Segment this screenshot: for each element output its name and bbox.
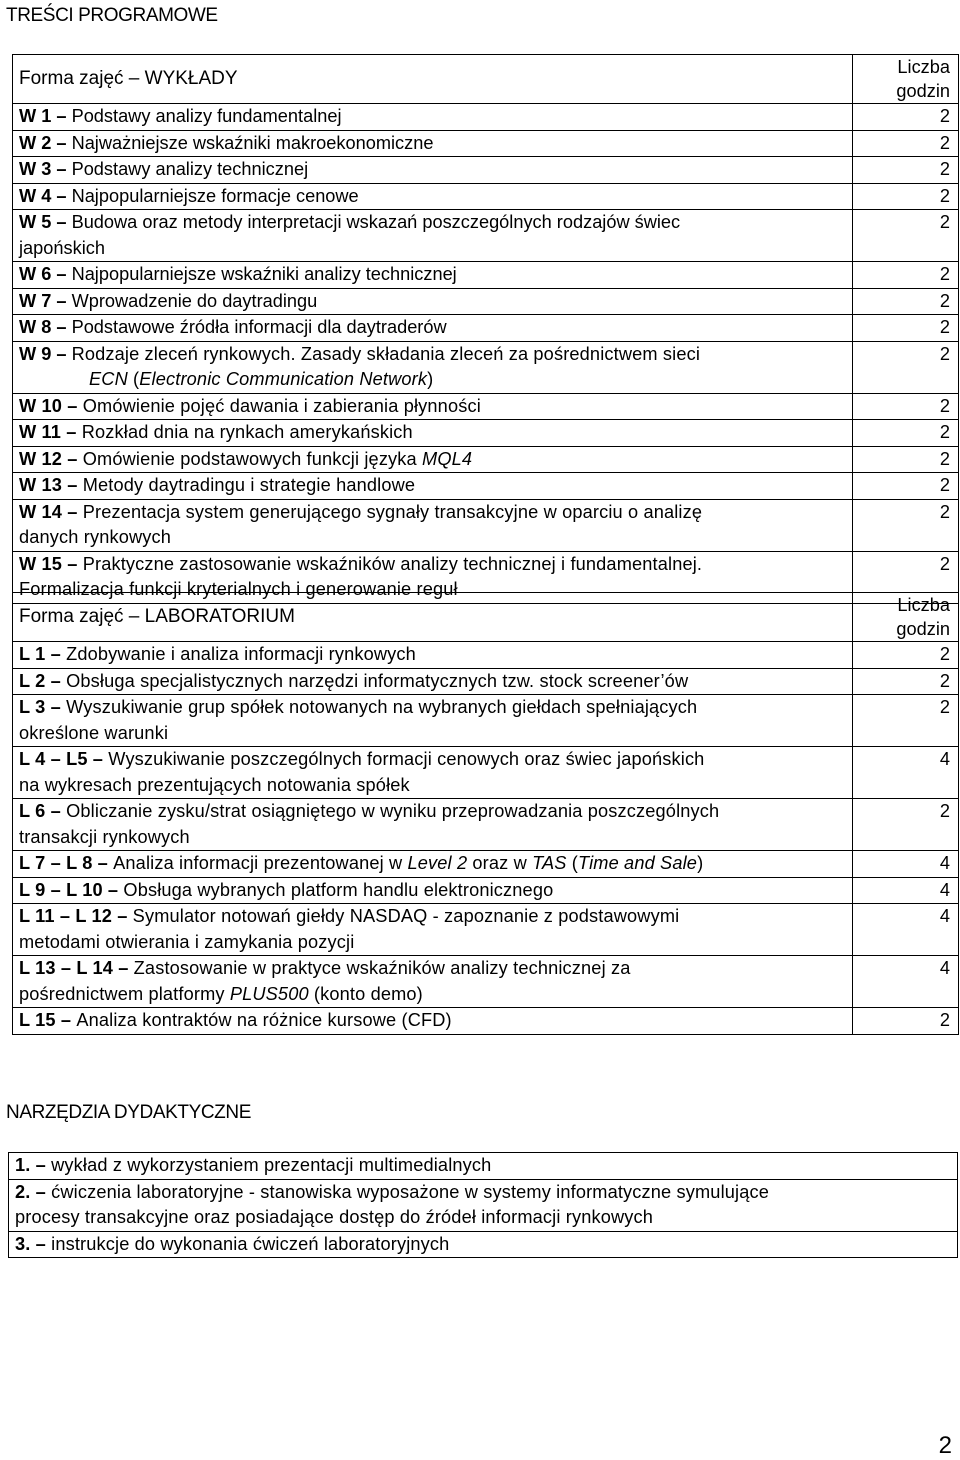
tool-text-cont: procesy transakcyjne oraz posiadające dostęp do źródeł informacji rynkowych [15,1207,654,1227]
table-row [13,956,959,1008]
row-topic [13,288,853,315]
text-tas: TAS [532,853,567,873]
row-code: W 6 – [19,264,72,284]
row-topic [13,130,853,157]
row-text: Najważniejsze wskaźniki makroekonomiczne [71,132,434,153]
row-hours: 2 [853,157,959,184]
table-row [13,499,959,551]
row-text-italic: MQL4 [422,448,473,469]
table-row [13,210,959,262]
table-row [13,695,959,747]
text-konto-demo: (konto demo) [308,983,423,1004]
row-text: Podstawy analizy technicznej [71,159,309,179]
row-code: L 15 – [19,1010,77,1030]
row-topic [13,262,853,289]
row-topic [13,695,853,747]
row-code: W 12 – [19,448,83,469]
row-hours: 2 [853,104,959,131]
table-row [13,315,959,342]
row-text: Analiza informacji prezentowanej w [113,853,408,873]
row-code: W 7 – [19,290,72,311]
row-hours: 4 [853,747,959,799]
row-topic [13,668,853,695]
row-code: L 9 – L 10 – [19,879,124,900]
row-code: L 1 – [19,644,67,664]
text-paren-close: ) [697,853,704,873]
row-text: Zastosowanie w praktyce wskaźników analizy technicznej za [133,958,631,978]
text-paren-close: ) [427,369,434,389]
hours-header-line1: Liczba [897,595,950,615]
row-text-cont: na wykresach prezentujących notowania spółek [19,774,410,795]
row-code: W 13 – [19,475,83,495]
tool-text: ćwiczenia laboratoryjne - stanowiska wyposażone w systemy informatyczne symulujące [51,1181,769,1202]
row-hours: 4 [853,956,959,1008]
row-text: Budowa oraz metody interpretacji wskazań poszczególnych rodzajów świec [71,212,681,232]
row-text-cont: określone warunki [19,722,169,743]
row-topic [13,420,853,447]
row-hours: 2 [853,183,959,210]
row-text: Rodzaje zleceń rynkowych. Zasady składania zleceń za pośrednictwem sieci [71,343,701,364]
tool-item [9,1179,958,1231]
text-plus500: PLUS500 [229,983,309,1004]
row-hours: 2 [853,1008,959,1035]
row-topic [13,210,853,262]
row-text-cont: japońskich [19,237,105,258]
row-hours: 2 [853,446,959,473]
row-hours: 2 [853,262,959,289]
hours-header-line2: godzin [896,81,950,101]
list-item [9,1179,958,1231]
tool-num: 1. – [15,1155,52,1175]
row-code: W 15 – [19,553,83,574]
row-topic [13,446,853,473]
text-ecn-full: Electronic Communication Network [139,369,428,389]
row-hours: 2 [853,668,959,695]
list-item [9,1231,958,1258]
table-row [13,1008,959,1035]
row-text: Omówienie podstawowych funkcji języka [82,448,423,469]
row-hours: 2 [853,341,959,393]
row-hours: 4 [853,904,959,956]
row-topic [13,157,853,184]
table-row [13,183,959,210]
row-code: W 5 – [19,212,72,232]
table-row [13,799,959,851]
table-row [13,904,959,956]
table-row [13,420,959,447]
row-text-cont: transakcji rynkowych [19,826,190,847]
text-ecn: ECN [89,369,128,389]
text-paren-open: ( [127,369,140,389]
table-row [13,668,959,695]
row-text: Obsługa specjalistycznych narzędzi informatycznych tzw. stock screener’ów [66,670,689,691]
labs-header-row [13,593,959,642]
text-time-and-sale: Time and Sale [578,853,698,873]
row-hours: 2 [853,420,959,447]
row-text: Metody daytradingu i strategie handlowe [82,475,416,495]
row-topic [13,747,853,799]
row-topic [13,104,853,131]
text-level2: Level 2 [407,853,468,873]
table-row [13,262,959,289]
row-hours: 2 [853,799,959,851]
form-prefix: Forma zajęć – [19,68,145,90]
tool-text: wykład z wykorzystaniem prezentacji multimedialnych [51,1155,492,1175]
tools-table [8,1152,958,1258]
row-text: Zdobywanie i analiza informacji rynkowych [66,644,416,664]
row-text: Najpopularniejsze formacje cenowe [71,185,359,206]
row-hours: 2 [853,642,959,669]
row-hours: 2 [853,499,959,551]
table-row [13,157,959,184]
tool-num: 2. – [15,1181,52,1202]
row-text-cont: danych rynkowych [19,527,172,547]
row-text: Prezentacja system generującego sygnały transakcyjne w oparciu o analizę [82,501,703,522]
row-topic [13,499,853,551]
row-hours: 4 [853,851,959,878]
row-topic [13,183,853,210]
row-text: Obliczanie zysku/strat osiągniętego w wyniku przeprowadzania poszczególnych [66,801,720,821]
section-title-program-content: TREŚCI PROGRAMOWE [6,5,218,26]
row-topic [13,341,853,393]
row-code: W 2 – [19,132,72,153]
row-code: L 4 – L5 – [19,749,109,769]
row-topic [13,473,853,500]
row-code: W 11 – [19,422,82,442]
row-hours: 2 [853,288,959,315]
hours-header-line2: godzin [896,619,950,639]
page-number: 2 [938,1432,952,1459]
table-row [13,851,959,878]
lectures-header-row [13,55,959,104]
row-hours: 4 [853,877,959,904]
row-text: Podstawy analizy fundamentalnej [71,106,342,126]
row-text: Praktyczne zastosowanie wskaźników analizy technicznej i fundamentalnej. [82,553,703,574]
table-row [13,104,959,131]
row-text: Rozkład dnia na rynkach amerykańskich [81,422,413,442]
section-title-teaching-tools: NARZĘDZIA DYDAKTYCZNE [6,1102,251,1123]
row-hours: 2 [853,473,959,500]
row-topic [13,904,853,956]
row-text: Analiza kontraktów na różnice kursowe (CFD) [76,1010,452,1030]
table-row [13,642,959,669]
row-hours: 2 [853,695,959,747]
row-hours: 2 [853,551,959,603]
lectures-table [12,54,959,604]
row-text-cont: metodami otwierania i zamykania pozycji [19,931,355,952]
row-code: L 11 – L 12 – [19,906,133,926]
row-code: W 9 – [19,343,72,364]
row-code: L 2 – [19,670,67,691]
table-row [13,446,959,473]
text-oraz: oraz w [467,853,533,873]
row-hours: 2 [853,315,959,342]
hours-header [853,55,959,104]
row-hours: 2 [853,130,959,157]
row-code: W 4 – [19,185,72,206]
labs-table [12,592,959,1035]
row-code: L 3 – [19,697,67,717]
hours-header-line1: Liczba [897,57,950,77]
table-row [13,473,959,500]
row-text: Symulator notowań giełdy NASDAQ - zapoznanie z podstawowymi [132,906,680,926]
row-code: W 1 – [19,106,72,126]
row-topic [13,877,853,904]
table-row [13,130,959,157]
row-text: Podstawowe źródła informacji dla daytraderów [71,317,447,337]
row-text-cont: pośrednictwem platformy [19,983,230,1004]
form-name: WYKŁADY [144,68,238,90]
hours-header [853,593,959,642]
row-topic [13,851,853,878]
row-topic [13,393,853,420]
row-topic [13,1008,853,1035]
form-prefix: Forma zajęć – [19,606,145,628]
row-hours: 2 [853,210,959,262]
row-code: L 13 – L 14 – [19,958,134,978]
form-name: LABORATORIUM [144,606,295,628]
row-code: L 7 – L 8 – [19,853,114,873]
table-row [13,288,959,315]
tool-item [9,1153,958,1180]
row-code: W 14 – [19,501,83,522]
table-row [13,393,959,420]
row-text: Wyszukiwanie grup spółek notowanych na wybranych giełdach spełniających [66,697,698,717]
row-topic [13,642,853,669]
labs-form-label [13,593,853,642]
table-row [13,341,959,393]
table-row [13,877,959,904]
row-topic [13,799,853,851]
row-hours: 2 [853,393,959,420]
list-item [9,1153,958,1180]
text-paren-open: ( [566,853,578,873]
lectures-form-label [13,55,853,104]
row-code: W 10 – [19,395,83,416]
row-code: W 3 – [19,159,72,179]
row-code: W 8 – [19,317,72,337]
tool-item [9,1231,958,1258]
tool-text: instrukcje do wykonania ćwiczeń laboratoryjnych [51,1233,450,1254]
row-text: Wyszukiwanie poszczególnych formacji cenowych oraz świec japońskich [108,749,705,769]
tool-num: 3. – [15,1233,52,1254]
row-text: Najpopularniejsze wskaźniki analizy technicznej [71,264,457,284]
row-text: Omówienie pojęć dawania i zabierania płynności [82,395,481,416]
row-text-cont [19,367,433,393]
row-text: Wprowadzenie do daytradingu [71,290,318,311]
row-topic [13,315,853,342]
row-text: Obsługa wybranych platform handlu elektronicznego [123,879,554,900]
row-text-cont: Formalizacja funkcji kryterialnych i generowanie reguł [19,579,458,599]
row-code: L 6 – [19,801,67,821]
row-topic [13,956,853,1008]
table-row [13,747,959,799]
